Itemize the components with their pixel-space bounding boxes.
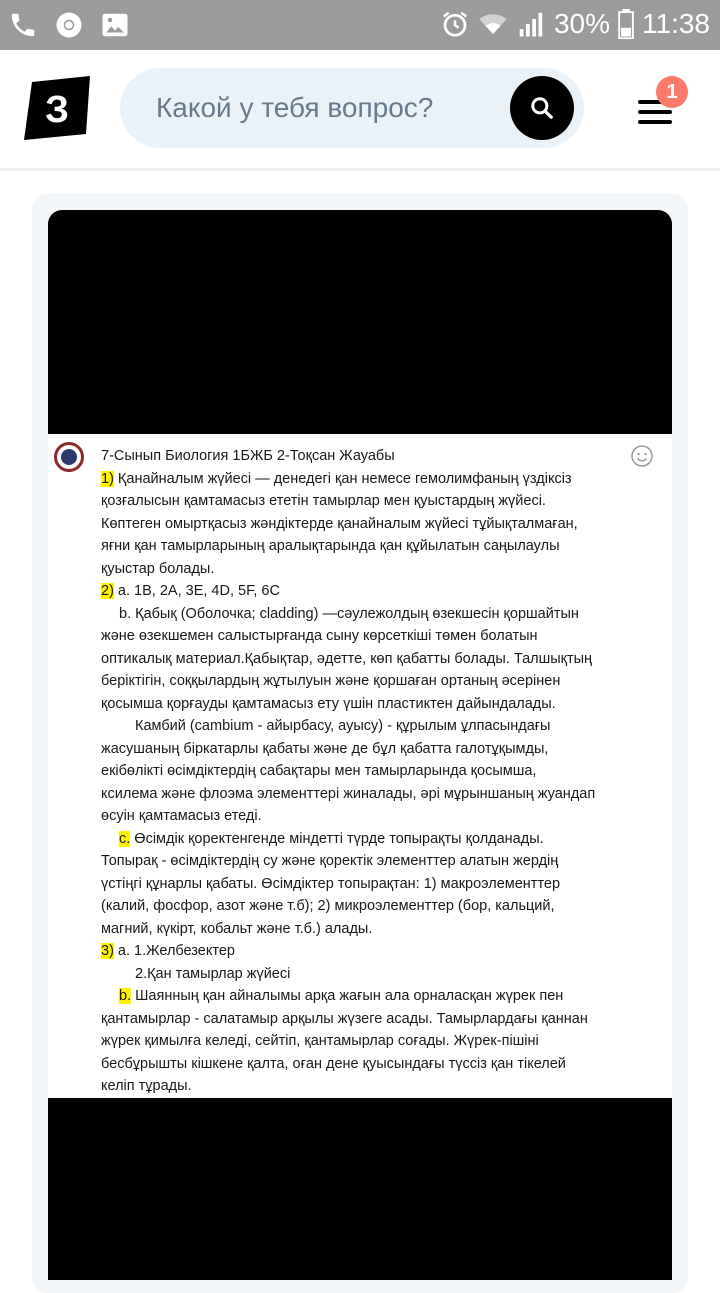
- document-line: [101, 715, 661, 738]
- document-line: [101, 535, 661, 558]
- document-line: [101, 828, 661, 851]
- line-text: Топырақ - өсімдіктердің су және қоректік элементтер алатын жердің: [101, 853, 559, 869]
- line-text: жүрек қимылға келеді, сейтіп, қантамырлар соғады. Жүрек-пішіні: [101, 1033, 539, 1049]
- line-text: яғни қан тамырларының аралықтарында қан құйылатын саңылаулы: [101, 538, 560, 554]
- battery-percent: 30%: [553, 8, 610, 39]
- line-text: Көптеген омыртқасыз жәндіктерде қанайналым жүйесі тұйықталмаған,: [101, 515, 578, 532]
- document-text: [101, 445, 661, 1098]
- wifi-icon: [478, 9, 508, 39]
- battery-icon: [618, 9, 634, 39]
- document-line: [101, 490, 661, 513]
- clock: 11:38: [642, 8, 710, 39]
- line-text: қозғалысын қамтамасыз ететін тамырлар мен қуыстардың жүйесі.: [101, 493, 546, 509]
- line-text: 7-Сынып Биология 1БЖБ 2-Тоқсан Жауабы: [101, 448, 395, 464]
- line-text: өсуін қамтамасыз етеді.: [101, 808, 262, 824]
- alarm-icon: [440, 9, 470, 39]
- line-text: келіп тұрады.: [101, 1078, 192, 1094]
- attachment-image[interactable]: [48, 434, 672, 1098]
- line-text: үстіңгі құнарлы қабаты. Өсімдіктер топырақтан: 1) макроэлементтер: [101, 875, 561, 892]
- highlight-marker: 2): [101, 583, 114, 599]
- line-text: 2.Қан тамырлар жүйесі: [135, 965, 291, 982]
- image-black-bottom: [48, 1098, 672, 1280]
- line-text: Өсімдік қоректенгенде міндетті түрде топырақты қолданады.: [130, 830, 544, 847]
- document-line: [101, 783, 661, 806]
- search-icon: [529, 95, 555, 121]
- search-button[interactable]: [510, 76, 574, 140]
- document-line: [101, 805, 661, 828]
- document-line: [101, 940, 661, 963]
- document-line: [101, 738, 661, 761]
- line-text: Камбий (cambium - айырбасу, ауысу) - құрылым ұлпасындағы: [135, 718, 551, 734]
- logo-text: З: [45, 89, 69, 131]
- status-right: [440, 8, 710, 40]
- image-icon: [100, 10, 130, 40]
- line-text: Қанайналым жүйесі — денедегі қан немесе гемолимфаның үздіксіз: [113, 470, 572, 487]
- document-line: [101, 580, 661, 603]
- line-text: беріктігін, соққылардың жұтылуын және қоршаған ортаның әсерінен: [101, 673, 561, 689]
- status-bar: [0, 0, 720, 50]
- document-line: [101, 445, 661, 468]
- line-text: қосымша қорғауды қамтамасыз ету үшін пластиктен дайындалады.: [101, 695, 556, 712]
- document-line: [101, 1075, 661, 1098]
- document-line: [101, 873, 661, 896]
- line-text: бесбұрышты кішкене қалта, оған дене қуысындағы түссіз қан тікелей: [101, 1055, 566, 1072]
- status-left: [8, 10, 130, 40]
- signal-icon: [516, 9, 546, 39]
- line-text: қуыстар болады.: [101, 560, 215, 577]
- line-text: жасушаның біркатарлы қабаты және де бұл қабатта галотұқымды,: [101, 740, 549, 757]
- highlight-marker: b.: [119, 988, 132, 1004]
- document-line: [101, 985, 661, 1008]
- notification-badge: 1: [656, 76, 688, 108]
- phone-icon: [8, 10, 38, 40]
- highlight-marker: c.: [119, 830, 131, 847]
- search-bar: [120, 68, 584, 148]
- line-text: (калий, фосфор, азот және т.б); 2) микроэлементтер (бор, кальций,: [101, 898, 555, 914]
- document-line: [101, 603, 661, 626]
- app-header: [0, 50, 720, 171]
- document-line: [101, 1008, 661, 1031]
- highlight-marker: 1): [101, 470, 114, 487]
- znanija-logo[interactable]: [24, 76, 90, 140]
- document-line: [101, 625, 661, 648]
- line-text: және өзекшемен салыстырғанда сыну көрсеткіші төмен болатын: [101, 628, 538, 644]
- document-line: [101, 558, 661, 581]
- document-line: [101, 895, 661, 918]
- document-line: [101, 648, 661, 671]
- document-line: [101, 1030, 661, 1053]
- document-line: [101, 513, 661, 536]
- highlight-marker: 3): [101, 943, 114, 959]
- document-line: [101, 963, 661, 986]
- line-text: b. Қабық (Оболочка; cladding) —сәулежолдың өзекшесін қоршайтын: [119, 605, 579, 622]
- search-input[interactable]: [156, 90, 496, 126]
- line-text: Шаянның қан айналымы арқа жағын ала орналасқан жүрек пен: [131, 988, 564, 1004]
- line-text: қантамырлар - салатамыр арқылы жүзеге асады. Тамырлардағы қаннан: [101, 1010, 588, 1027]
- line-text: магний, күкірт, кобальт және т.б.) алады.: [101, 920, 373, 937]
- chrome-icon: [54, 10, 84, 40]
- document-line: [101, 850, 661, 873]
- line-text: екібөлікті өсімдіктердің сабақтары мен тамырларында қосымша,: [101, 763, 537, 779]
- document-line: [101, 760, 661, 783]
- image-black-top: [48, 210, 672, 434]
- document-line: [101, 918, 661, 941]
- line-text: ксилема және флоэма элементтері жиналады, әрі мұрыншаның жуандап: [101, 785, 596, 802]
- document-line: [101, 468, 661, 491]
- document-line: [101, 1053, 661, 1076]
- school-logo: [54, 442, 84, 472]
- line-text: оптикалық материал.Қабықтар, әдетте, көп қабатты болады. Талшықтың: [101, 650, 593, 667]
- line-text: a. 1.Желбезектер: [113, 943, 235, 959]
- line-text: a. 1B, 2A, 3E, 4D, 5F, 6C: [113, 583, 280, 599]
- document-line: [101, 693, 661, 716]
- document-line: [101, 670, 661, 693]
